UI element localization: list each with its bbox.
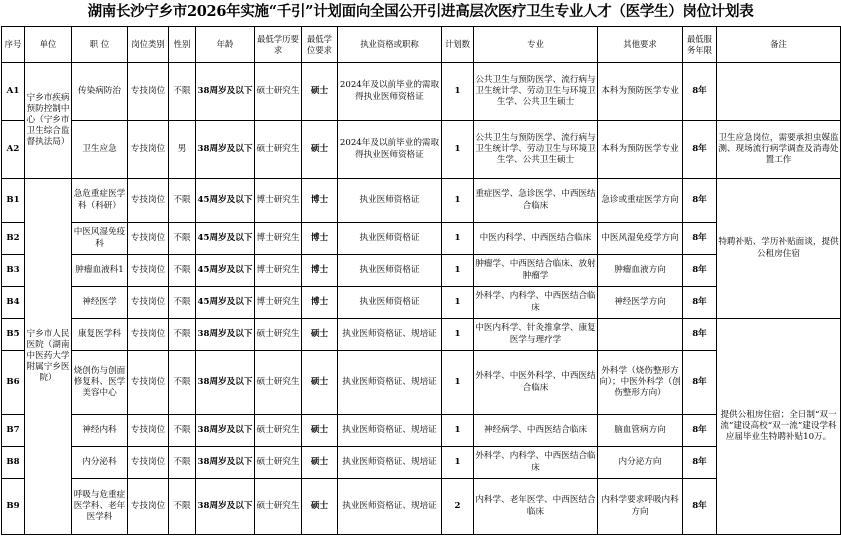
major-cell: 公共卫生与预防医学、流行病与卫生统计学、劳动卫生与环境卫生学、公共卫生硕士 <box>474 121 598 179</box>
major-cell: 公共卫生与预防医学、流行病与卫生统计学、劳动卫生与环境卫生学、公共卫生硕士 <box>474 63 598 121</box>
age-cell: 38周岁及以下 <box>196 447 255 479</box>
age-cell: 45周岁及以下 <box>196 255 255 287</box>
category-cell: 专技岗位 <box>128 223 169 255</box>
age-cell: 38周岁及以下 <box>196 319 255 351</box>
header-cell: 年龄 <box>196 27 255 63</box>
gender-cell: 不限 <box>169 179 196 223</box>
qual-cell: 执业医师资格证 <box>338 255 442 287</box>
table-row <box>2 351 841 415</box>
qual-cell: 执业医师资格证 <box>338 287 442 319</box>
degree-cell: 硕士 <box>302 351 338 415</box>
category-cell: 专技岗位 <box>128 121 169 179</box>
degree-cell: 硕士 <box>302 415 338 447</box>
header-cell: 计划数 <box>442 27 474 63</box>
count-cell: 1 <box>442 255 474 287</box>
years-cell: 8年 <box>683 319 717 351</box>
table-row <box>2 287 841 319</box>
other-cell: 内科学要求呼吸内科方向 <box>598 479 683 535</box>
row-id-cell: B4 <box>2 287 25 319</box>
count-cell: 1 <box>442 179 474 223</box>
major-cell: 中医内科学、针灸推拿学、康复医学与理疗学 <box>474 319 598 351</box>
age-cell: 38周岁及以下 <box>196 415 255 447</box>
count-cell: 1 <box>442 63 474 121</box>
degree-cell: 博士 <box>302 287 338 319</box>
gender-cell: 不限 <box>169 255 196 287</box>
position-cell: 肿瘤血液科1 <box>72 255 128 287</box>
header-cell: 职 位 <box>72 27 128 63</box>
qual-cell: 执业医师资格证、规培证 <box>338 319 442 351</box>
edu-cell: 博士研究生 <box>255 223 302 255</box>
page-title: 湖南长沙宁乡市2026年实施“千引”计划面向全国公开引进高层次医疗卫生专业人才（医学生）岗位计划表 <box>87 3 754 20</box>
category-cell: 专技岗位 <box>128 179 169 223</box>
major-cell: 神经病学、中西医结合临床 <box>474 415 598 447</box>
gender-cell: 不限 <box>169 447 196 479</box>
edu-cell: 博士研究生 <box>255 179 302 223</box>
years-cell: 8年 <box>683 63 717 121</box>
table-row <box>2 223 841 255</box>
edu-cell: 博士研究生 <box>255 287 302 319</box>
unit-cell: 宁乡市人民医院（湖南中医药大学附属宁乡医院） <box>25 179 72 535</box>
category-cell: 专技岗位 <box>128 479 169 535</box>
age-cell: 38周岁及以下 <box>196 479 255 535</box>
age-cell: 38周岁及以下 <box>196 63 255 121</box>
degree-cell: 硕士 <box>302 121 338 179</box>
unit-cell: 宁乡市疾病预防控制中心（宁乡市卫生综合监督执法局） <box>25 63 72 179</box>
position-cell: 烧创伤与创面修复科、医学美容中心 <box>72 351 128 415</box>
position-cell: 传染病防治 <box>72 63 128 121</box>
gender-cell: 男 <box>169 121 196 179</box>
years-cell: 8年 <box>683 415 717 447</box>
degree-cell: 博士 <box>302 255 338 287</box>
edu-cell: 硕士研究生 <box>255 415 302 447</box>
degree-cell: 硕士 <box>302 479 338 535</box>
category-cell: 专技岗位 <box>128 351 169 415</box>
age-cell: 45周岁及以下 <box>196 179 255 223</box>
header-cell: 性别 <box>169 27 196 63</box>
remark-cell: 特聘补贴、学历补贴面谈，提供公租房住宿 <box>717 179 841 319</box>
years-cell: 8年 <box>683 351 717 415</box>
age-cell: 45周岁及以下 <box>196 287 255 319</box>
major-cell: 外科学、中医外科学、中西医结合临床 <box>474 351 598 415</box>
position-plan-table <box>1 26 841 535</box>
row-id-cell: B7 <box>2 415 25 447</box>
table-row <box>2 479 841 535</box>
years-cell: 8年 <box>683 223 717 255</box>
other-cell: 内分泌方向 <box>598 447 683 479</box>
other-cell: 本科为预防医学专业 <box>598 121 683 179</box>
category-cell: 专技岗位 <box>128 287 169 319</box>
qual-cell: 执业医师资格证、规培证 <box>338 351 442 415</box>
table-row <box>2 63 841 121</box>
position-cell: 呼吸与危重症医学科、老年医学科 <box>72 479 128 535</box>
position-cell: 内分泌科 <box>72 447 128 479</box>
gender-cell: 不限 <box>169 287 196 319</box>
qual-cell: 2024年及以前毕业的需取得执业医师资格证 <box>338 63 442 121</box>
count-cell: 1 <box>442 447 474 479</box>
gender-cell: 不限 <box>169 415 196 447</box>
major-cell: 外科学、内科学、中西医结合临床 <box>474 447 598 479</box>
other-cell: 中医风湿免疫学方向 <box>598 223 683 255</box>
position-cell: 中医风湿免疫科 <box>72 223 128 255</box>
count-cell: 2 <box>442 479 474 535</box>
header-cell: 单位 <box>25 27 72 63</box>
table-row <box>2 447 841 479</box>
years-cell: 8年 <box>683 447 717 479</box>
table-row <box>2 415 841 447</box>
degree-cell: 博士 <box>302 223 338 255</box>
qual-cell: 2024年及以前毕业的需取得执业医师资格证 <box>338 121 442 179</box>
age-cell: 45周岁及以下 <box>196 223 255 255</box>
position-cell: 神经内科 <box>72 415 128 447</box>
header-row <box>2 27 841 63</box>
row-id-cell: A1 <box>2 63 25 121</box>
table-row <box>2 179 841 223</box>
gender-cell: 不限 <box>169 319 196 351</box>
row-id-cell: B3 <box>2 255 25 287</box>
count-cell: 1 <box>442 415 474 447</box>
category-cell: 专技岗位 <box>128 447 169 479</box>
edu-cell: 硕士研究生 <box>255 351 302 415</box>
degree-cell: 博士 <box>302 179 338 223</box>
degree-cell: 硕士 <box>302 447 338 479</box>
years-cell: 8年 <box>683 121 717 179</box>
edu-cell: 硕士研究生 <box>255 319 302 351</box>
edu-cell: 硕士研究生 <box>255 63 302 121</box>
edu-cell: 硕士研究生 <box>255 121 302 179</box>
header-cell: 专业 <box>474 27 598 63</box>
count-cell: 1 <box>442 319 474 351</box>
count-cell: 1 <box>442 121 474 179</box>
other-cell: 本科为预防医学专业 <box>598 63 683 121</box>
header-cell: 其他要求 <box>598 27 683 63</box>
category-cell: 专技岗位 <box>128 255 169 287</box>
header-cell: 最低学历要求 <box>255 27 302 63</box>
gender-cell: 不限 <box>169 479 196 535</box>
years-cell: 8年 <box>683 179 717 223</box>
major-cell: 外科学、内科学、中西医结合临床 <box>474 287 598 319</box>
count-cell: 1 <box>442 223 474 255</box>
position-cell: 急危重症医学科（科研） <box>72 179 128 223</box>
row-id-cell: A2 <box>2 121 25 179</box>
category-cell: 专技岗位 <box>128 63 169 121</box>
table-row <box>2 319 841 351</box>
qual-cell: 执业医师资格证、规培证 <box>338 479 442 535</box>
row-id-cell: B9 <box>2 479 25 535</box>
remark-cell <box>717 63 841 121</box>
count-cell: 1 <box>442 351 474 415</box>
degree-cell: 硕士 <box>302 63 338 121</box>
row-id-cell: B5 <box>2 319 25 351</box>
table-row <box>2 255 841 287</box>
header-cell: 最低服务年限 <box>683 27 717 63</box>
years-cell: 8年 <box>683 255 717 287</box>
header-cell: 岗位类别 <box>128 27 169 63</box>
major-cell: 肿瘤学、中西医结合临床、放射肿瘤学 <box>474 255 598 287</box>
major-cell: 中医内科学、中西医结合临床 <box>474 223 598 255</box>
header-cell: 执业资格或职称 <box>338 27 442 63</box>
gender-cell: 不限 <box>169 223 196 255</box>
qual-cell: 执业医师资格证、规培证 <box>338 415 442 447</box>
edu-cell: 硕士研究生 <box>255 479 302 535</box>
gender-cell: 不限 <box>169 351 196 415</box>
other-cell: 急诊或重症医学方向 <box>598 179 683 223</box>
major-cell: 重症医学、急诊医学、中西医结合临床 <box>474 179 598 223</box>
degree-cell: 硕士 <box>302 319 338 351</box>
header-cell: 最低学位要求 <box>302 27 338 63</box>
position-cell: 康复医学科 <box>72 319 128 351</box>
count-cell: 1 <box>442 287 474 319</box>
row-id-cell: B1 <box>2 179 25 223</box>
major-cell: 内科学、老年医学、中西医结合临床 <box>474 479 598 535</box>
row-id-cell: B2 <box>2 223 25 255</box>
table-row <box>2 121 841 179</box>
remark-cell: 提供公租房住宿；全日制“双一流”建设高校“双一流”建设学科应届毕业生特聘补贴10万。 <box>717 319 841 535</box>
other-cell: 肿瘤血液方向 <box>598 255 683 287</box>
qual-cell: 执业医师资格证 <box>338 179 442 223</box>
other-cell: 脑血管病方向 <box>598 415 683 447</box>
position-cell: 卫生应急 <box>72 121 128 179</box>
row-id-cell: B8 <box>2 447 25 479</box>
other-cell: 外科学（烧伤整形方向）；中医外科学（创伤整形方向） <box>598 351 683 415</box>
gender-cell: 不限 <box>169 63 196 121</box>
other-cell: 神经医学方向 <box>598 287 683 319</box>
years-cell: 8年 <box>683 287 717 319</box>
header-cell: 备注 <box>717 27 841 63</box>
other-cell <box>598 319 683 351</box>
edu-cell: 硕士研究生 <box>255 447 302 479</box>
row-id-cell: B6 <box>2 351 25 415</box>
edu-cell: 博士研究生 <box>255 255 302 287</box>
category-cell: 专技岗位 <box>128 319 169 351</box>
age-cell: 38周岁及以下 <box>196 351 255 415</box>
years-cell: 8年 <box>683 479 717 535</box>
header-cell: 序号 <box>2 27 25 63</box>
category-cell: 专技岗位 <box>128 415 169 447</box>
remark-cell: 卫生应急岗位，需要承担虫媒监测、现场流行病学调查及消毒处置工作 <box>717 121 841 179</box>
qual-cell: 执业医师资格证、规培证 <box>338 447 442 479</box>
age-cell: 38周岁及以下 <box>196 121 255 179</box>
position-cell: 神经医学 <box>72 287 128 319</box>
qual-cell: 执业医师资格证 <box>338 223 442 255</box>
